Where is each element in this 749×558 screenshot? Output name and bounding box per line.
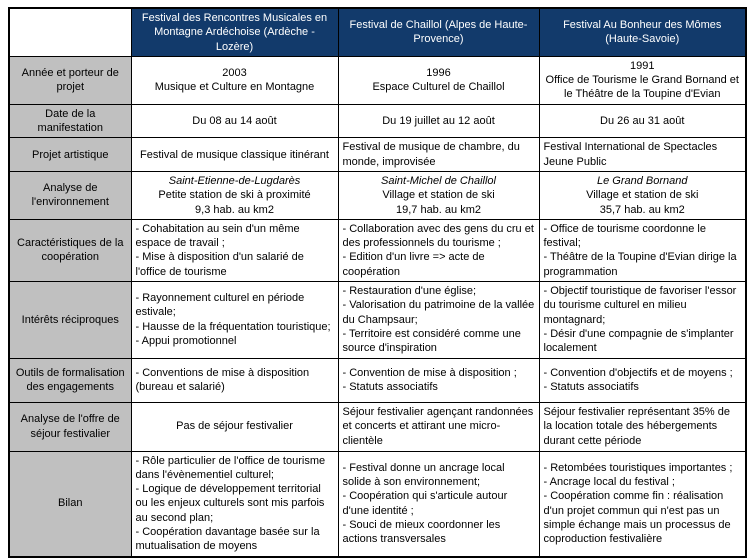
data-cell bbox=[539, 282, 746, 358]
data-cell bbox=[539, 358, 746, 402]
table-row bbox=[9, 358, 746, 402]
row-label: Bilan bbox=[9, 451, 131, 557]
table-row bbox=[9, 402, 746, 451]
cell-line: - Cohabitation au sein d'un même espace de travail ; bbox=[135, 222, 300, 250]
data-cell bbox=[338, 219, 539, 281]
cell-line: Petite station de ski à proximité bbox=[158, 189, 311, 202]
data-cell bbox=[338, 104, 539, 138]
cell-line: - Restauration d'une église; bbox=[342, 285, 477, 298]
cell-line: - Objectif touristique de favoriser l'essor du tourisme culturel en milieu montagnard; bbox=[543, 285, 737, 326]
data-cell bbox=[338, 138, 539, 172]
cell-line: Du 26 au 31 août bbox=[600, 114, 685, 127]
data-cell bbox=[539, 104, 746, 138]
data-cell bbox=[338, 171, 539, 219]
table-header bbox=[9, 8, 746, 56]
cell-line: Festival de musique classique itinérant bbox=[140, 148, 329, 161]
row-label: Analyse de l'environnement bbox=[9, 171, 131, 219]
cell-line: - Coopération comme fin : réalisation d'un projet commun qui n'est pas un simple échange mais un processus de coproduction festivalière bbox=[543, 490, 731, 546]
data-cell bbox=[131, 451, 338, 557]
cell-line: Musique et Culture en Montagne bbox=[154, 81, 315, 94]
cell-line: Du 08 au 14 août bbox=[192, 114, 277, 127]
data-cell bbox=[539, 56, 746, 104]
cell-line: 2003 bbox=[222, 67, 247, 80]
row-label: Année et porteur de projet bbox=[9, 56, 131, 104]
cell-line: Office de Tourisme le Grand Bornand et le Théâtre de la Toupine d'Evian bbox=[545, 74, 739, 101]
cell-line: Séjour festivalier représentant 35% de la location totale des hébergements durant cette période bbox=[543, 406, 730, 447]
row-label: Intérêts réciproques bbox=[9, 282, 131, 358]
cell-line: - Théâtre de la Toupine d'Evian dirige la programmation bbox=[543, 251, 737, 278]
cell-line: Pas de séjour festivalier bbox=[176, 420, 293, 433]
data-cell bbox=[131, 171, 338, 219]
data-cell bbox=[338, 402, 539, 451]
cell-line: - Logique de développement territorial ou les enjeux culturels sont mis parfois au second plan; bbox=[135, 483, 325, 524]
cell-line: - Collaboration avec des gens du cru et des professionnels du tourisme ; bbox=[342, 222, 534, 250]
corner-cell bbox=[9, 8, 131, 56]
data-cell bbox=[131, 282, 338, 358]
table-row bbox=[9, 138, 746, 172]
data-cell bbox=[131, 358, 338, 402]
column-header-3: Festival Au Bonheur des Mômes (Haute-Savoie) bbox=[539, 8, 746, 56]
row-label: Outils de formalisation des engagements bbox=[9, 358, 131, 402]
data-cell bbox=[338, 56, 539, 104]
data-cell bbox=[539, 451, 746, 557]
data-cell bbox=[338, 451, 539, 557]
cell-line: - Statuts associatifs bbox=[543, 381, 639, 394]
cell-line: Village et station de ski bbox=[382, 189, 495, 202]
cell-line: - Convention de mise à disposition ; bbox=[342, 366, 517, 379]
cell-line: Saint-Etienne-de-Lugdarès bbox=[168, 174, 301, 187]
cell-line: - Coopération qui s'articule autour d'une identité ; bbox=[342, 490, 508, 517]
cell-line: Festival International de Spectacles Jeune Public bbox=[543, 141, 718, 168]
table-row bbox=[9, 56, 746, 104]
cell-line: - Rôle particulier de l'office de tourisme dans l'évènementiel culturel; bbox=[135, 454, 326, 481]
cell-line: - Hausse de la fréquentation touristique; bbox=[135, 320, 331, 333]
cell-line: - Ancrage local du festival ; bbox=[543, 475, 675, 488]
cell-line: - Edition d'un livre => acte de coopération bbox=[342, 251, 485, 278]
data-cell bbox=[539, 171, 746, 219]
cell-line: Le Grand Bornand bbox=[596, 174, 688, 187]
cell-line: 19,7 hab. au km2 bbox=[395, 203, 481, 216]
row-label: Analyse de l'offre de séjour festivalier bbox=[9, 402, 131, 451]
data-cell bbox=[131, 402, 338, 451]
data-cell bbox=[539, 219, 746, 281]
cell-line: - Rayonnement culturel en période estivale; bbox=[135, 292, 305, 319]
data-cell bbox=[338, 282, 539, 358]
data-cell bbox=[539, 138, 746, 172]
cell-line: - Appui promotionnel bbox=[135, 335, 237, 348]
table-row bbox=[9, 451, 746, 557]
cell-line: - Souci de mieux coordonner les actions transversales bbox=[342, 518, 501, 546]
cell-line: - Retombées touristiques importantes ; bbox=[543, 461, 733, 474]
table-row bbox=[9, 104, 746, 138]
column-header-1: Festival des Rencontres Musicales en Montagne Ardéchoise (Ardèche - Lozère) bbox=[131, 8, 338, 56]
cell-line: - Désir d'une compagnie de s'implanter localement bbox=[543, 327, 734, 355]
cell-line: 1991 bbox=[630, 59, 655, 72]
column-header-2: Festival de Chaillol (Alpes de Haute-Provence) bbox=[338, 8, 539, 56]
cell-line: - Mise à disposition d'un salarié de l'office de tourisme bbox=[135, 251, 304, 278]
row-label: Date de la manifestation bbox=[9, 104, 131, 138]
cell-line: Du 19 juillet au 12 août bbox=[382, 114, 495, 127]
data-cell bbox=[131, 219, 338, 281]
data-cell bbox=[131, 56, 338, 104]
cell-line: - Festival donne un ancrage local solide à son environnement; bbox=[342, 461, 505, 488]
festival-comparison-table bbox=[8, 7, 747, 558]
table-row bbox=[9, 171, 746, 219]
table-row bbox=[9, 219, 746, 281]
data-cell bbox=[131, 104, 338, 138]
cell-line: 9,3 hab. au km2 bbox=[195, 203, 274, 216]
cell-line: Saint-Michel de Chaillol bbox=[381, 174, 496, 187]
header-row bbox=[9, 8, 746, 56]
row-label: Caractéristiques de la coopération bbox=[9, 219, 131, 281]
cell-line: - Convention d'objectifs et de moyens ; bbox=[543, 366, 733, 379]
row-label: Projet artistique bbox=[9, 138, 131, 172]
cell-line: Festival de musique de chambre, du monde, improvisée bbox=[342, 141, 520, 168]
cell-line: - Valorisation du patrimoine de la vallée du Champsaur; bbox=[342, 299, 535, 326]
cell-line: - Coopération davantage basée sur la mutualisation de moyens bbox=[135, 526, 320, 553]
cell-line: - Territoire est considéré comme une source d'inspiration bbox=[342, 327, 521, 355]
cell-line: Séjour festivalier agençant randonnées et concerts et attirant une micro-clientèle bbox=[342, 406, 534, 447]
cell-line: - Statuts associatifs bbox=[342, 381, 438, 394]
data-cell bbox=[338, 358, 539, 402]
data-cell bbox=[131, 138, 338, 172]
cell-line: - Office de tourisme coordonne le festival; bbox=[543, 222, 706, 250]
cell-line: Village et station de ski bbox=[586, 189, 699, 202]
table-row bbox=[9, 282, 746, 358]
table-body bbox=[9, 56, 746, 556]
data-cell bbox=[539, 402, 746, 451]
cell-line: 35,7 hab. au km2 bbox=[599, 203, 685, 216]
cell-line: Espace Culturel de Chaillol bbox=[372, 81, 505, 94]
cell-line: 1996 bbox=[426, 67, 451, 80]
cell-line: - Conventions de mise à disposition (bureau et salarié) bbox=[135, 366, 310, 394]
